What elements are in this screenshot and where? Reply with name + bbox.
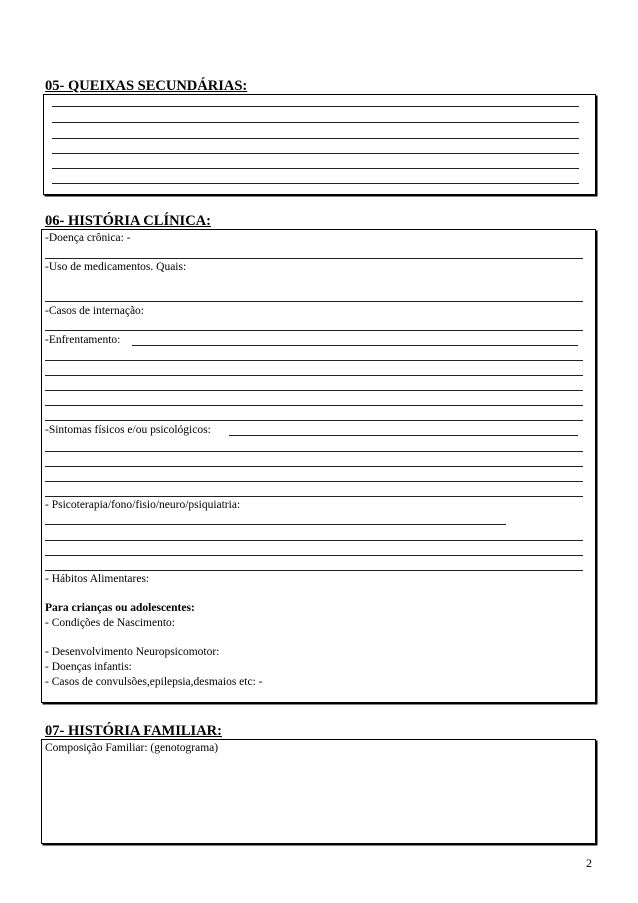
answer-line[interactable] <box>229 435 578 436</box>
section-05-title: 05- QUEIXAS SECUNDÁRIAS: <box>45 78 248 94</box>
label-desenvolvimento: - Desenvolvimento Neuropsicomotor: <box>45 646 220 658</box>
label-casos-internacao: -Casos de internação: <box>45 305 144 317</box>
page-number: 2 <box>586 856 592 870</box>
label-convulsoes: - Casos de convulsões,epilepsia,desmaios etc: - <box>45 676 263 688</box>
answer-line[interactable] <box>45 301 583 302</box>
label-psicoterapia: - Psicoterapia/fono/fisio/neuro/psiquiatria: <box>45 499 241 511</box>
label-condicoes-nascimento: - Condições de Nascimento: <box>45 617 175 629</box>
section-07-title: 07- HISTÓRIA FAMILIAR: <box>45 723 222 739</box>
label-doencas-infantis: - Doenças infantis: <box>45 661 132 673</box>
answer-line[interactable] <box>45 258 583 259</box>
label-doenca-cronica: -Doença crônica: - <box>45 232 131 244</box>
label-composicao-familiar: Composição Familiar: (genotograma) <box>45 742 219 754</box>
section-05-box <box>43 94 596 195</box>
label-enfrentamento: -Enfrentamento: <box>45 334 121 346</box>
label-criancas-adolescentes: Para crianças ou adolescentes: <box>45 602 195 614</box>
label-habitos-alimentares: - Hábitos Alimentares: <box>45 573 150 585</box>
section-06-title: 06- HISTÓRIA CLÍNICA: <box>45 213 211 229</box>
answer-line[interactable] <box>45 330 583 331</box>
label-uso-medicamentos: -Uso de medicamentos. Quais: <box>45 261 187 273</box>
answer-line[interactable] <box>132 345 578 346</box>
label-sintomas: -Sintomas físicos e/ou psicológicos: <box>45 424 211 436</box>
